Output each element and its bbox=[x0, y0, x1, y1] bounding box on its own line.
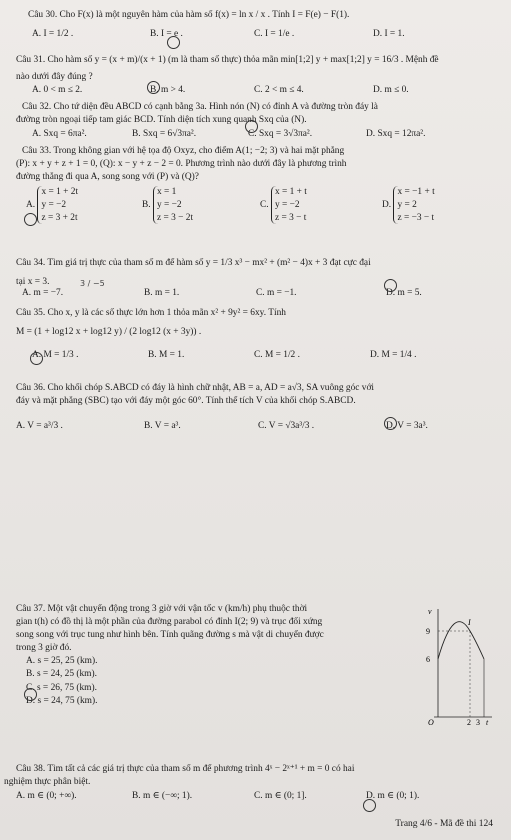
question-31 bbox=[16, 55, 501, 99]
label-9: 9 bbox=[426, 627, 430, 636]
label-v: v bbox=[428, 607, 432, 616]
question-32-stem-2: đường tròn ngoại tiếp tam giác BCD. Tính diện tích xung quanh Sxq của (N). bbox=[16, 115, 307, 126]
q30-option-c: C. I = 1/e . bbox=[254, 29, 295, 40]
page-footer: Trang 4/6 - Mã đề thi 124 bbox=[395, 818, 493, 829]
question-37-line-3: song song với trục tung như hình bên. Tính quãng đường s mà vật di chuyển được bbox=[16, 630, 324, 641]
question-38-stem-2: nghiệm thực phân biệt. bbox=[4, 777, 91, 788]
label-t: t bbox=[486, 718, 489, 725]
answer-circle-q37 bbox=[24, 688, 37, 701]
q38-option-b: B. m ∈ (−∞; 1). bbox=[132, 791, 193, 802]
q33-a-eq1: x = 1 + 2t bbox=[41, 187, 79, 198]
question-33-stem: Câu 33. Trong không gian với hệ tọa độ Oxyz, cho điểm A(1; −2; 3) và hai mặt phẳng bbox=[22, 146, 345, 156]
parabola-curve bbox=[438, 622, 484, 659]
q33-c-eq3: z = 3 − t bbox=[274, 212, 307, 223]
q33-a-eq3: z = 3 + 2t bbox=[41, 212, 78, 223]
question-31-stem: Câu 31. Cho hàm số y = (x + m)/(x + 1) (m là tham số thực) thỏa mãn min[1;2] y + max[1;2] y = 16/3 . Mệnh đề bbox=[16, 55, 439, 65]
q31-option-b: B. m > 4. bbox=[150, 85, 186, 96]
question-33-stem-2: (P): x + y + z + 1 = 0, (Q): x − y + z − 2 = 0. Phương trình nào dưới đây là phương trình bbox=[16, 159, 347, 170]
q37-option-a: A. s = 25, 25 (km). bbox=[26, 656, 98, 667]
q35-option-a: A. M = 1/3 . bbox=[32, 350, 79, 361]
q33-b-eq2: y = −2 bbox=[156, 199, 182, 210]
q30-option-a: A. I = 1/2 . bbox=[32, 29, 74, 40]
q35-option-d: D. M = 1/4 . bbox=[370, 350, 417, 361]
question-30-stem: Câu 30. Cho F(x) là một nguyên hàm của hàm số f(x) = ln x / x . Tính I = F(e) − F(1). bbox=[28, 10, 350, 20]
question-38 bbox=[4, 764, 501, 805]
q34-option-d: D. m = 5. bbox=[386, 288, 422, 299]
question-34-stem: Câu 34. Tìm giá trị thực của tham số m để hàm số y = 1/3 x³ − mx² + (m² − 4)x + 3 đạt cực đại bbox=[16, 258, 371, 268]
velocity-parabola-figure bbox=[424, 605, 494, 725]
q38-option-c: C. m ∈ (0; 1]. bbox=[254, 791, 307, 802]
q38-option-a: A. m ∈ (0; +∞). bbox=[16, 791, 77, 802]
q35-option-c: C. M = 1/2 . bbox=[254, 350, 300, 361]
q37-option-b: B. s = 24, 25 (km). bbox=[26, 669, 97, 680]
q33-d-eq2: y = 2 bbox=[397, 199, 417, 210]
answer-circle-q38 bbox=[363, 799, 376, 812]
q33-c-eq1: x = 1 + t bbox=[274, 187, 307, 198]
answer-circle-q31 bbox=[147, 81, 160, 94]
question-32-stem: Câu 32. Cho tứ diện đều ABCD có cạnh bằng 3a. Hình nón (N) có đỉnh A và đường tròn đáy là bbox=[22, 102, 378, 112]
question-35-stem: Câu 35. Cho x, y là các số thực lớn hơn 1 thỏa mãn x² + 9y² = 6xy. Tính bbox=[16, 308, 286, 318]
q34-option-b: B. m = 1. bbox=[144, 288, 180, 299]
question-36-stem: Câu 36. Cho khối chóp S.ABCD có đáy là hình chữ nhật, AB = a, AD = a√3, SA vuông góc với bbox=[16, 383, 375, 393]
q38-option-d: D. m ∈ (0; 1). bbox=[366, 791, 420, 802]
q33-d-eq3: z = −3 − t bbox=[397, 212, 435, 223]
q32-option-d: D. Sxq = 12πa². bbox=[366, 129, 426, 140]
label-I: I bbox=[468, 618, 471, 627]
q37-option-c: C. s = 26, 75 (km). bbox=[26, 682, 97, 693]
q33-d-eq1: x = −1 + t bbox=[397, 187, 435, 198]
q33-b-eq3: z = 3 − 2t bbox=[156, 212, 194, 223]
q33-option-b-letter: B. bbox=[142, 200, 151, 211]
label-6: 6 bbox=[426, 655, 430, 664]
question-35 bbox=[16, 308, 501, 364]
q31-option-d: D. m ≤ 0. bbox=[373, 85, 409, 96]
question-38-stem: Câu 38. Tìm tất cả các giá trị thực của tham số m để phương trình 4ˣ − 2ˣ⁺¹ + m = 0 có hai bbox=[16, 764, 355, 774]
q31-option-a: A. 0 < m ≤ 2. bbox=[32, 85, 83, 96]
q33-option-a-letter: A. bbox=[26, 200, 36, 211]
q37-option-d: D. s = 24, 75 (km). bbox=[26, 695, 98, 706]
q33-option-c bbox=[260, 186, 307, 224]
answer-circle-q32 bbox=[245, 120, 258, 133]
q33-option-d bbox=[382, 186, 435, 224]
question-31-stem-2: nào dưới đây đúng ? bbox=[16, 72, 93, 83]
question-32 bbox=[16, 102, 501, 143]
answer-circle-q30 bbox=[167, 36, 180, 49]
q33-option-d-letter: D. bbox=[382, 200, 392, 211]
q35-option-b: B. M = 1. bbox=[148, 350, 185, 361]
q32-option-a: A. Sxq = 6πa². bbox=[32, 129, 87, 140]
question-37 bbox=[16, 604, 411, 707]
answer-circle-q35 bbox=[30, 352, 43, 365]
label-O: O bbox=[428, 718, 434, 725]
answer-circle-q34 bbox=[384, 279, 397, 292]
question-36 bbox=[16, 383, 501, 435]
q33-c-eq2: y = −2 bbox=[274, 199, 300, 210]
question-30 bbox=[16, 10, 501, 45]
q34-option-c: C. m = −1. bbox=[256, 288, 297, 299]
question-37-line-1: Câu 37. Một vật chuyển động trong 3 giờ với vận tốc v (km/h) phụ thuộc thời bbox=[16, 604, 308, 614]
q33-a-eq2: y = −2 bbox=[41, 199, 67, 210]
q36-option-a: A. V = a³/3 . bbox=[16, 421, 63, 432]
question-33 bbox=[16, 146, 501, 232]
q33-options bbox=[16, 186, 501, 232]
label-3: 3 bbox=[476, 718, 480, 725]
question-34 bbox=[16, 258, 501, 302]
q31-option-c: C. 2 < m ≤ 4. bbox=[254, 85, 304, 96]
q34-handwritten-note: 3 / −5 bbox=[80, 279, 105, 289]
q32-option-b: B. Sxq = 6√3πa². bbox=[132, 129, 197, 140]
answer-circle-q33 bbox=[24, 213, 37, 226]
q36-option-d: D. V = 3a³. bbox=[386, 421, 428, 432]
q30-option-b: B. I = e . bbox=[150, 29, 183, 40]
question-37-line-4: trong 3 giờ đó. bbox=[16, 643, 72, 654]
label-2: 2 bbox=[467, 718, 471, 725]
q36-option-c: C. V = √3a³/3 . bbox=[258, 421, 315, 432]
answer-circle-q36 bbox=[384, 417, 397, 430]
q34-option-a: A. m = −7. bbox=[22, 288, 64, 299]
question-37-line-2: gian t(h) có đồ thị là một phần của đường parabol có đỉnh I(2; 9) và trục đối xứng bbox=[16, 617, 323, 628]
q33-b-eq1: x = 1 bbox=[156, 187, 177, 198]
question-33-stem-3: đường thẳng đi qua A, song song với (P) và (Q)? bbox=[16, 172, 199, 183]
question-34-stem-2: tại x = 3. bbox=[16, 277, 50, 288]
q33-option-c-letter: C. bbox=[260, 200, 269, 211]
question-36-stem-2: đáy và mặt phẳng (SBC) tạo với đáy một góc 60°. Tính thể tích V của khối chóp S.ABCD. bbox=[16, 396, 356, 407]
q30-option-d: D. I = 1. bbox=[373, 29, 405, 40]
q36-option-b: B. V = a³. bbox=[144, 421, 181, 432]
question-35-stem-2: M = (1 + log12 x + log12 y) / (2 log12 (x + 3y)) . bbox=[16, 327, 202, 338]
q32-option-c: C. Sxq = 3√3πa². bbox=[248, 129, 313, 140]
q33-option-b bbox=[142, 186, 193, 224]
